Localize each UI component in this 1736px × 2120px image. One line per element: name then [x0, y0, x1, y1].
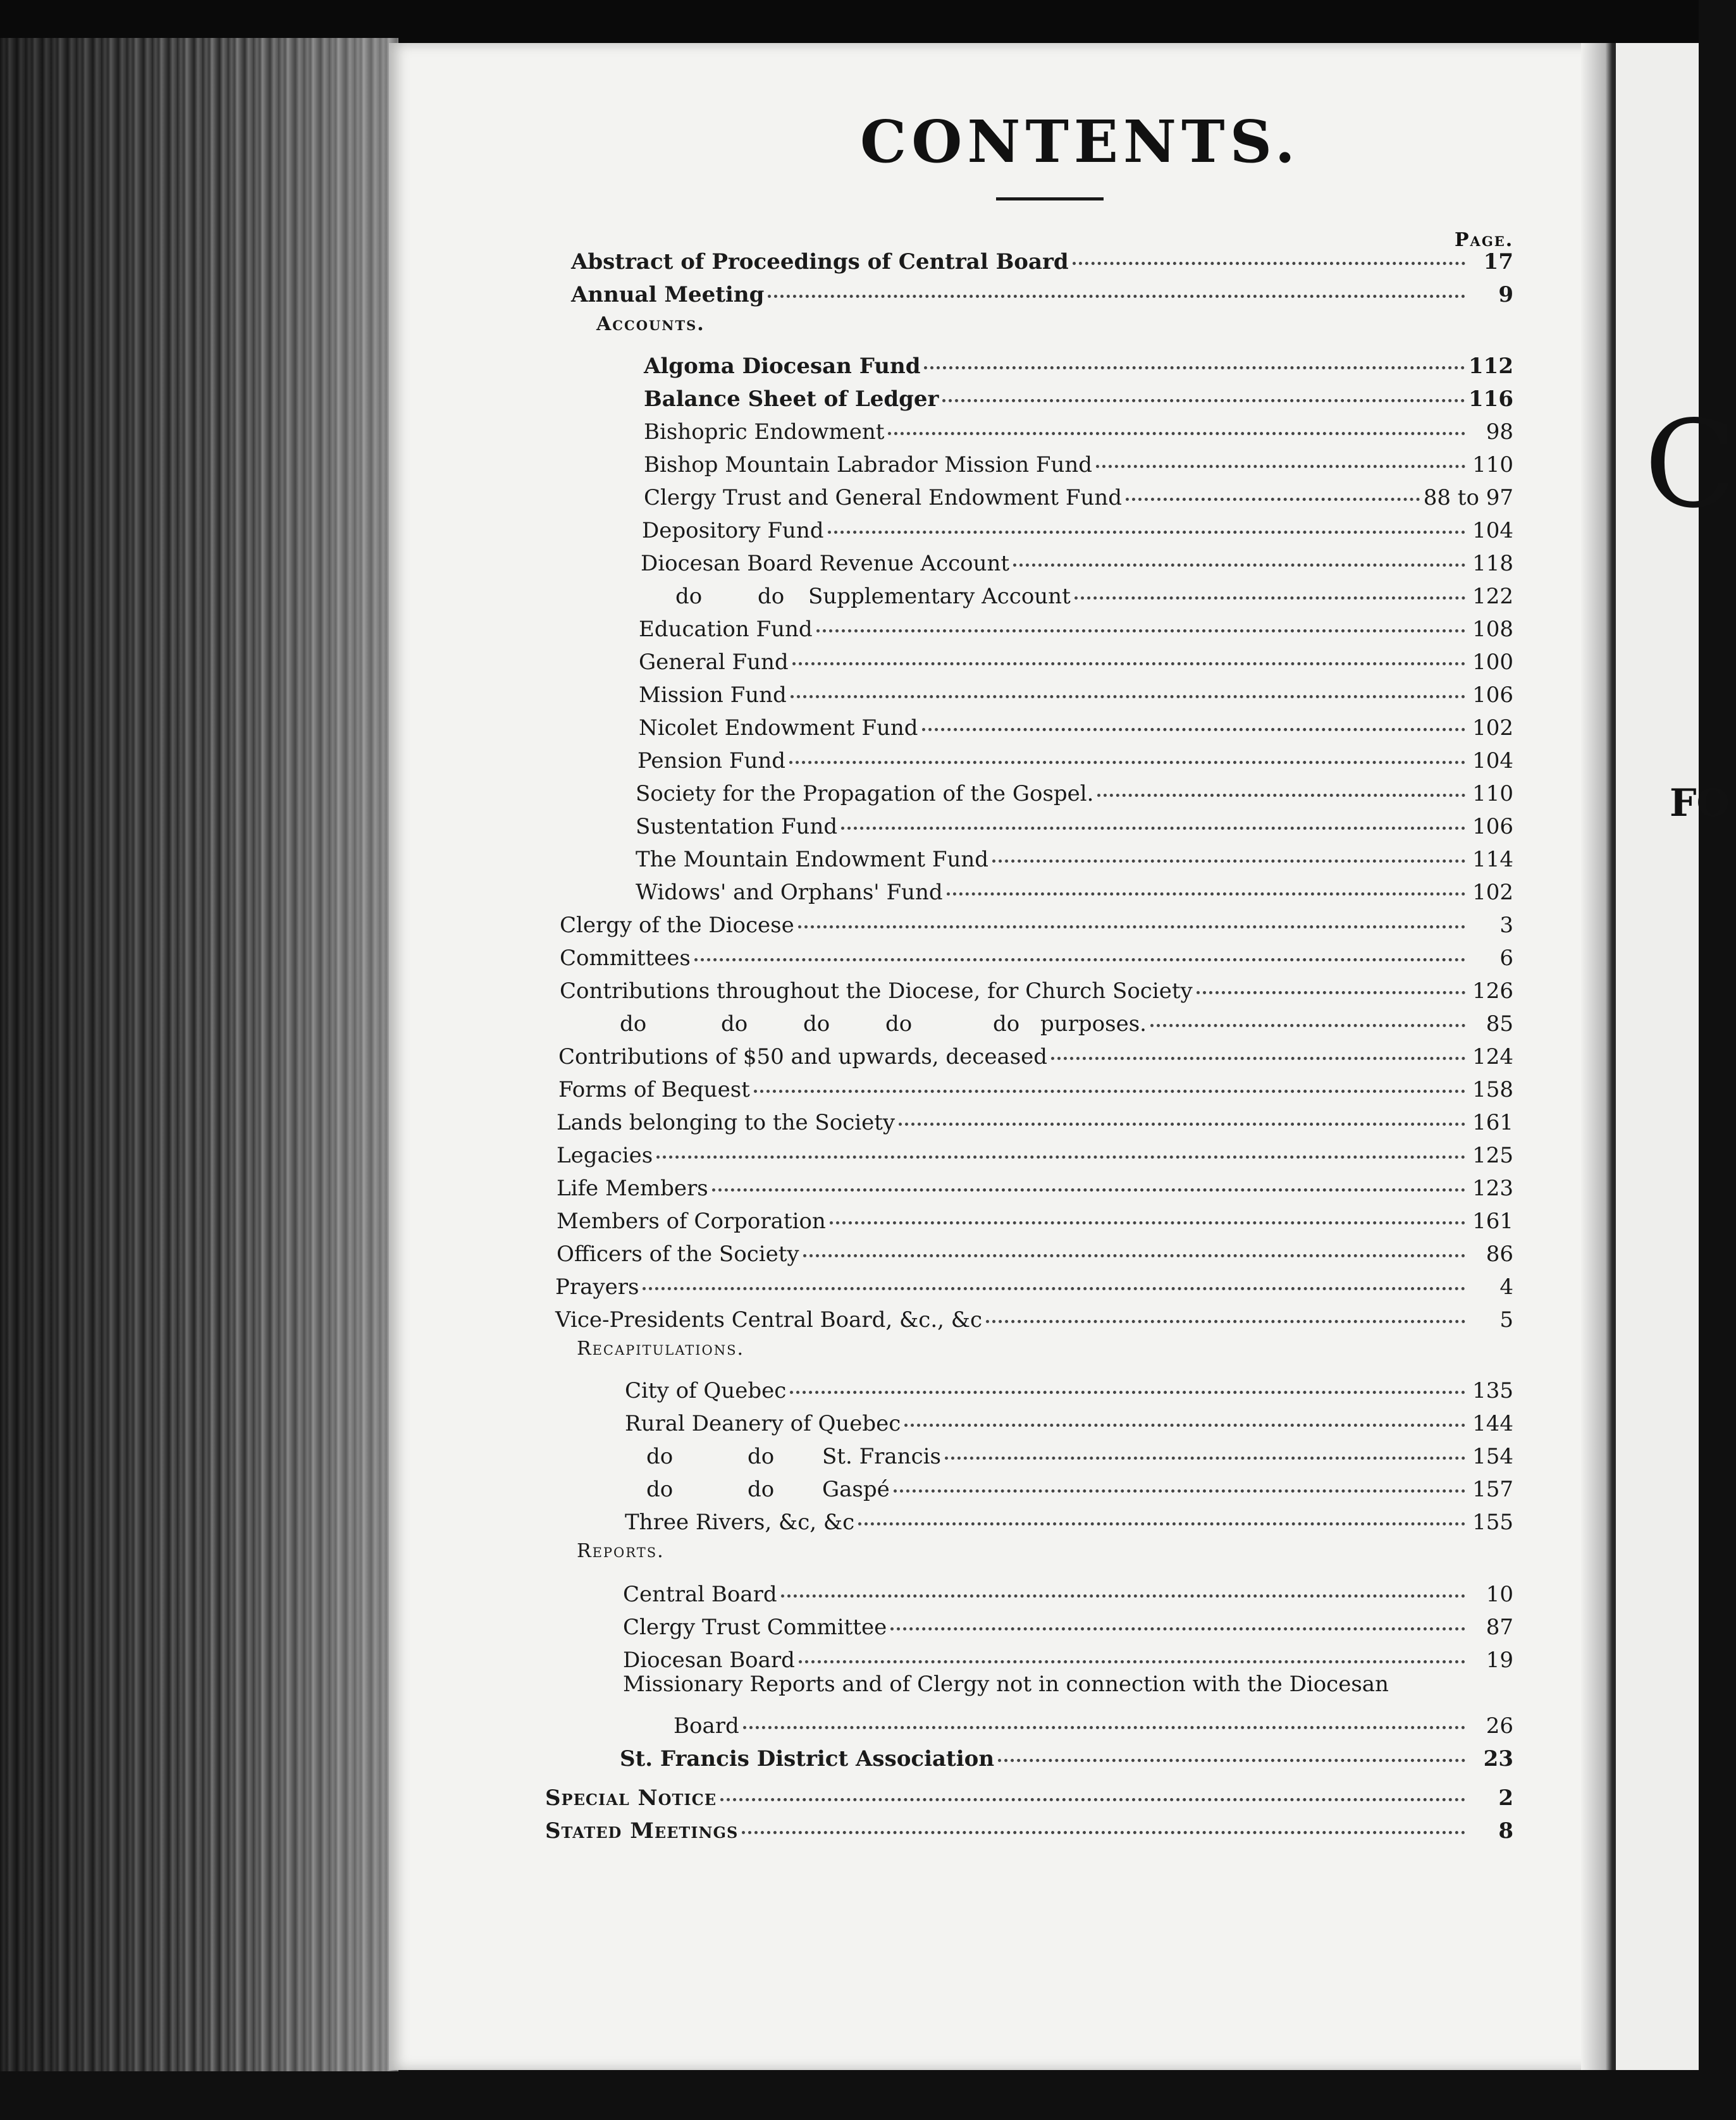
toc-entry-label: purposes.	[1040, 1011, 1147, 1037]
toc-entry-page: 26	[1486, 1713, 1513, 1739]
toc-entry-label: Society for the Propagation of the Gospel.	[636, 781, 1094, 806]
toc-entry	[637, 739, 1513, 773]
toc-entry	[560, 904, 1513, 938]
toc-entry-page: 98	[1486, 419, 1513, 445]
leader-dots	[858, 1497, 1465, 1525]
toc-entry-label: Diocesan Board Revenue Account	[641, 551, 1010, 576]
ditto-mark: do	[675, 584, 703, 609]
toc-entry-page: 135	[1472, 1378, 1513, 1403]
ditto-mark: do	[993, 1011, 1020, 1037]
toc-entry	[636, 772, 1513, 806]
toc-entry-ditto	[646, 1435, 1513, 1469]
toc-entry	[557, 1200, 1513, 1234]
toc-entry	[644, 476, 1513, 510]
leader-dots	[803, 1229, 1465, 1257]
toc-entry	[620, 1737, 1513, 1772]
toc-entry-page: 9	[1498, 282, 1513, 307]
toc-entry	[623, 1573, 1513, 1607]
toc-entry	[557, 1233, 1513, 1267]
toc-entry-label: Sustentation Fund	[636, 814, 838, 839]
ditto-mark: do	[646, 1477, 674, 1502]
toc-entry-label: Widows' and Orphans' Fund	[636, 880, 943, 905]
toc-entry	[639, 641, 1513, 675]
leader-dots	[986, 1295, 1465, 1323]
toc-entry-label: Legacies	[557, 1143, 653, 1168]
toc-entry	[557, 1167, 1513, 1201]
toc-entry	[623, 1639, 1513, 1673]
leader-dots	[754, 1064, 1465, 1093]
toc-entry-page: 102	[1472, 715, 1513, 741]
leader-dots	[1197, 966, 1465, 994]
toc-entry-label: Clergy of the Diocese	[560, 913, 794, 938]
toc-entry-page: 85	[1486, 1011, 1513, 1037]
toc-entry-label: Education Fund	[639, 617, 813, 642]
leader-dots	[890, 1602, 1465, 1630]
toc-entry-page: 88 to 97	[1423, 485, 1513, 510]
toc-entry	[625, 1369, 1513, 1403]
ditto-mark: do	[620, 1011, 647, 1037]
toc-entry-page: 155	[1472, 1510, 1513, 1535]
toc-entry-page: 161	[1472, 1209, 1513, 1234]
leader-dots	[712, 1163, 1465, 1192]
toc-entry-ditto	[620, 1002, 1513, 1037]
leader-dots	[1074, 571, 1465, 600]
toc-entry-page: 114	[1472, 847, 1513, 872]
toc-entry	[625, 1501, 1513, 1535]
toc-entry-page: 6	[1499, 946, 1513, 971]
leader-dots	[947, 867, 1465, 896]
toc-entry-label: Mission Fund	[639, 682, 787, 708]
leader-dots	[899, 1097, 1465, 1126]
toc-entry-label: Contributions throughout the Diocese, for Church Society	[560, 978, 1193, 1004]
toc-entry	[639, 706, 1513, 741]
toc-entry	[557, 1134, 1513, 1168]
toc-entry-page: 106	[1472, 814, 1513, 839]
toc-entry-label: Vice-Presidents Central Board, &c., &c	[555, 1307, 983, 1333]
toc-entry	[555, 1298, 1513, 1333]
leader-dots	[945, 1431, 1465, 1460]
ditto-mark: do	[646, 1444, 674, 1469]
leader-dots	[894, 1464, 1465, 1493]
toc-entry-label: Officers of the Society	[557, 1242, 799, 1267]
toc-entry	[545, 1777, 1513, 1811]
leader-dots	[720, 1773, 1465, 1801]
toc-entry-ditto	[646, 1468, 1513, 1502]
toc-entry-label: St. Francis District Association	[620, 1746, 995, 1772]
toc-entry-page: 86	[1486, 1242, 1513, 1267]
toc-entry-label: Algoma Diocesan Fund	[644, 354, 921, 379]
toc-entry-page: 123	[1472, 1176, 1513, 1201]
toc-entry-page: 23	[1483, 1746, 1513, 1772]
toc-entry-label: Prayers	[555, 1274, 639, 1300]
toc-entry	[636, 871, 1513, 905]
toc-entry-label: Life Members	[557, 1176, 708, 1201]
toc-entry-page: 161	[1472, 1110, 1513, 1135]
section-heading-accounts: Accounts.	[596, 313, 705, 335]
toc-entry-page: 4	[1499, 1274, 1513, 1300]
toc-entry-page: 5	[1499, 1307, 1513, 1333]
toc-entry-page: 3	[1499, 913, 1513, 938]
leader-dots	[1097, 768, 1465, 797]
toc-entry	[555, 1266, 1513, 1300]
leader-dots	[828, 505, 1466, 534]
page-column-header: Page.	[1455, 229, 1514, 251]
leader-dots	[742, 1806, 1465, 1834]
toc-entry-page: 10	[1486, 1582, 1513, 1607]
toc-entry-page: 87	[1486, 1615, 1513, 1640]
toc-entry	[560, 970, 1513, 1004]
leader-dots	[798, 900, 1465, 928]
toc-entry	[571, 240, 1513, 274]
toc-entry-page: 110	[1472, 452, 1513, 478]
toc-entry	[639, 674, 1513, 708]
leader-dots	[998, 1734, 1465, 1762]
toc-entry-label: The Mountain Endowment Fund	[636, 847, 989, 872]
toc-entry	[674, 1704, 1513, 1739]
toc-entry-page: 125	[1472, 1143, 1513, 1168]
toc-entry	[639, 608, 1513, 642]
toc-entry-label: Committees	[560, 946, 691, 971]
toc-entry-page: 104	[1472, 518, 1513, 543]
ditto-mark: do	[758, 584, 785, 609]
toc-entry	[636, 838, 1513, 872]
toc-entry-page: 116	[1468, 386, 1513, 412]
toc-entry-label: Members of Corporation	[557, 1209, 826, 1234]
toc-entry-page: 118	[1472, 551, 1513, 576]
toc-entry	[560, 937, 1513, 971]
toc-entry-label: Three Rivers, &c, &c	[625, 1510, 855, 1535]
ditto-mark: do	[748, 1444, 775, 1469]
toc-entry-label: Clergy Trust and General Endowment Fund	[644, 485, 1122, 510]
leader-dots	[942, 374, 1465, 402]
leader-dots	[768, 269, 1465, 298]
leader-dots	[792, 637, 1465, 665]
leader-dots	[841, 801, 1465, 830]
toc-entry-page: 124	[1472, 1044, 1513, 1069]
toc-entry	[644, 410, 1513, 445]
toc-entry-label: Annual Meeting	[571, 282, 765, 307]
toc-entry-page: 19	[1486, 1648, 1513, 1673]
toc-entry-ditto	[675, 575, 1513, 609]
leader-dots	[922, 703, 1465, 731]
next-page-letter-large: C	[1644, 395, 1736, 534]
leader-dots	[743, 1701, 1465, 1729]
leader-dots	[992, 834, 1465, 863]
toc-entry-label: Forms of Bequest	[558, 1077, 750, 1102]
leader-dots	[791, 670, 1465, 698]
toc-entry-label-line1: Missionary Reports and of Clergy not in connection with the Diocesan	[623, 1672, 1389, 1697]
toc-entry-page: 17	[1483, 249, 1513, 274]
toc-entry-page: 112	[1468, 354, 1513, 379]
toc-entry	[644, 443, 1513, 478]
toc-entry	[642, 509, 1513, 543]
section-heading-recapitulations: Recapitulations.	[577, 1338, 745, 1360]
leader-dots	[904, 1398, 1465, 1427]
toc-entry-page: 154	[1472, 1444, 1513, 1469]
toc-entry-label: Diocesan Board	[623, 1648, 795, 1673]
toc-entry-page: 126	[1472, 978, 1513, 1004]
toc-entry-label: St. Francis	[822, 1444, 941, 1469]
leader-dots	[643, 1262, 1465, 1290]
page-title: CONTENTS.	[860, 108, 1300, 176]
leader-dots	[656, 1130, 1465, 1159]
leader-dots	[789, 736, 1465, 764]
toc-entry	[557, 1101, 1513, 1135]
toc-entry	[644, 378, 1513, 412]
toc-entry-page: 106	[1472, 682, 1513, 708]
toc-entry	[644, 345, 1513, 379]
toc-entry-label: Bishopric Endowment	[644, 419, 885, 445]
toc-entry	[558, 1035, 1513, 1069]
toc-entry-page: 2	[1498, 1785, 1513, 1811]
leader-dots	[830, 1196, 1465, 1224]
toc-entry-page: 110	[1472, 781, 1513, 806]
toc-entry-label: Nicolet Endowment Fund	[639, 715, 918, 741]
ditto-mark: do	[748, 1477, 775, 1502]
leader-dots	[924, 341, 1465, 369]
toc-entry-label: Supplementary Account	[808, 584, 1071, 609]
toc-entry	[571, 273, 1513, 307]
toc-entry-page: 158	[1472, 1077, 1513, 1102]
toc-entry-label: Gaspé	[822, 1477, 890, 1502]
leader-dots	[1051, 1032, 1465, 1060]
leader-dots	[1073, 237, 1465, 265]
ditto-mark: do	[885, 1011, 913, 1037]
leader-dots	[1013, 538, 1465, 567]
toc-entry-page: 157	[1472, 1477, 1513, 1502]
leader-dots	[790, 1365, 1465, 1394]
leader-dots	[781, 1569, 1465, 1598]
toc-entry-page: 104	[1472, 748, 1513, 773]
toc-entry-label: Stated Meetings	[545, 1818, 739, 1844]
leader-dots	[1150, 999, 1465, 1027]
toc-entry-label: General Fund	[639, 650, 789, 675]
leader-dots	[799, 1635, 1465, 1663]
toc-entry-label: Board	[674, 1713, 739, 1739]
leader-dots	[888, 407, 1465, 435]
toc-entry-label: Depository Fund	[642, 518, 824, 543]
toc-entry-label: Balance Sheet of Ledger	[644, 386, 939, 412]
toc-entry-label: Special Notice	[545, 1785, 717, 1811]
ditto-mark: do	[803, 1011, 830, 1037]
toc-entry-page: 8	[1498, 1818, 1513, 1844]
toc-entry	[636, 805, 1513, 839]
next-page-letter-small: FO	[1670, 781, 1730, 825]
toc-entry	[641, 542, 1513, 576]
leader-dots	[694, 933, 1465, 961]
leader-dots	[1096, 440, 1465, 468]
toc-entry-page: 102	[1472, 880, 1513, 905]
toc-entry-label: Contributions of $50 and upwards, deceased	[558, 1044, 1048, 1069]
ditto-mark: do	[721, 1011, 748, 1037]
section-heading-reports: Reports.	[577, 1540, 665, 1562]
toc-entry-label: Pension Fund	[637, 748, 786, 773]
toc-entry-label: Bishop Mountain Labrador Mission Fund	[644, 452, 1093, 478]
toc-entry	[623, 1606, 1513, 1640]
toc-entry-page: 144	[1472, 1411, 1513, 1436]
toc-entry-page: 122	[1472, 584, 1513, 609]
toc-entry	[558, 1068, 1513, 1102]
toc-entry-label: City of Quebec	[625, 1378, 787, 1403]
leader-dots	[1126, 472, 1420, 501]
toc-entry	[545, 1809, 1513, 1844]
toc-entry	[625, 1402, 1513, 1436]
toc-entry-page: 100	[1472, 650, 1513, 675]
toc-entry-label: Rural Deanery of Quebec	[625, 1411, 901, 1436]
toc-entry-label: Central Board	[623, 1582, 777, 1607]
leader-dots	[816, 604, 1465, 632]
toc-entry-label: Clergy Trust Committee	[623, 1615, 887, 1640]
toc-entry-label: Lands belonging to the Society	[557, 1110, 896, 1135]
toc-entry-label: Abstract of Proceedings of Central Board	[571, 249, 1069, 274]
toc-entry-page: 108	[1472, 617, 1513, 642]
